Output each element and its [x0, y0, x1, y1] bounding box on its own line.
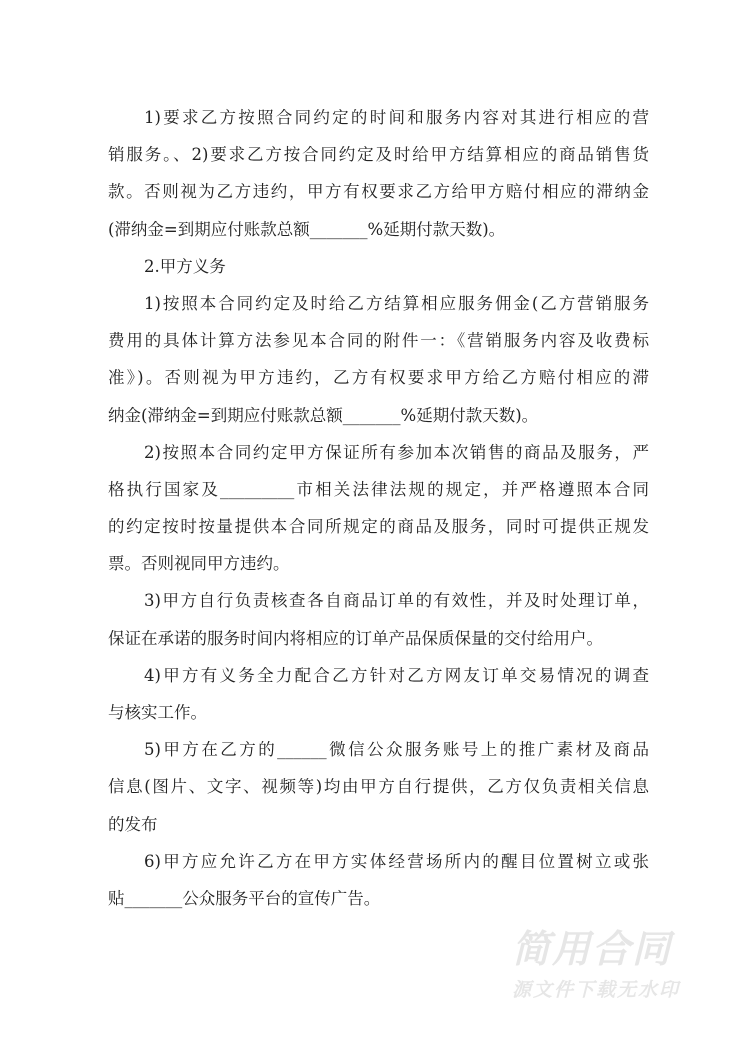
text-line: 1)按照本合同约定及时给乙方结算相应服务佣金(乙方营销服务 [144, 293, 649, 313]
text-line: 票。否则视同甲方违约。 [108, 554, 290, 574]
paragraph [108, 662, 649, 736]
paragraph [108, 587, 649, 661]
text-line: 的发布 [108, 814, 158, 834]
paragraph [108, 104, 649, 253]
text-line: 1)要求乙方按照合同约定的时间和服务内容对其进行相应的营 [144, 108, 649, 127]
text-line: 2)按照本合同约定甲方保证所有参加本次销售的商品及服务，严 [144, 442, 649, 462]
paragraph [108, 253, 649, 290]
text-line: 款。否则视为乙方违约，甲方有权要求乙方给甲方赔付相应的滞纳金 [108, 182, 649, 202]
paragraph [108, 848, 649, 922]
text-line: 与核实工作。 [108, 703, 207, 722]
text-line: (滞纳金=到期应付账款总额_______%延期付款天数)。 [108, 219, 506, 239]
document-body [108, 104, 649, 922]
paragraph [108, 736, 649, 848]
text-line: 6)甲方应允许乙方在甲方实体经营场所内的醒目位置树立或张 [144, 851, 649, 871]
paragraph [108, 290, 649, 439]
text-line: 准》)。否则视为甲方违约，乙方有权要求甲方给乙方赔付相应的滞 [108, 368, 649, 388]
text-line: 格执行国家及_________市相关法律法规的规定，并严格遵照本合同 [108, 479, 649, 499]
text-line: 费用的具体计算方法参见本合同的附件一：《营销服务内容及收费标 [108, 331, 649, 351]
paragraph [108, 439, 649, 588]
text-line: 保证在承诺的服务时间内将相应的订单产品保质保量的交付给用户。 [108, 628, 603, 648]
text-line: 的约定按时按量提供本合同所规定的商品及服务，同时可提供正规发 [108, 517, 649, 537]
text-line: 贴_______公众服务平台的宣传广告。 [108, 888, 381, 908]
text-line: 信息(图片、文字、视频等)均由甲方自行提供，乙方仅负责相关信息 [108, 777, 649, 797]
watermark [512, 918, 680, 1002]
text-line: 3)甲方自行负责核查各自商品订单的有效性，并及时处理订单， [144, 591, 649, 611]
text-line: 5)甲方在乙方的______微信公众服务账号上的推广素材及商品 [144, 740, 649, 760]
text-line: 4)甲方有义务全力配合乙方针对乙方网友订单交易情况的调查 [144, 665, 649, 685]
watermark-subtitle: 源文件下载无水印 [512, 979, 681, 1001]
text-line: 销服务。、2)要求乙方按合同约定及时给甲方结算相应的商品销售货 [108, 145, 649, 165]
text-line: 2.甲方义务 [144, 256, 226, 276]
text-line: 纳金(滞纳金=到期应付账款总额_______%延期付款天数)。 [108, 405, 539, 425]
watermark-title: 简用合同 [512, 927, 673, 971]
